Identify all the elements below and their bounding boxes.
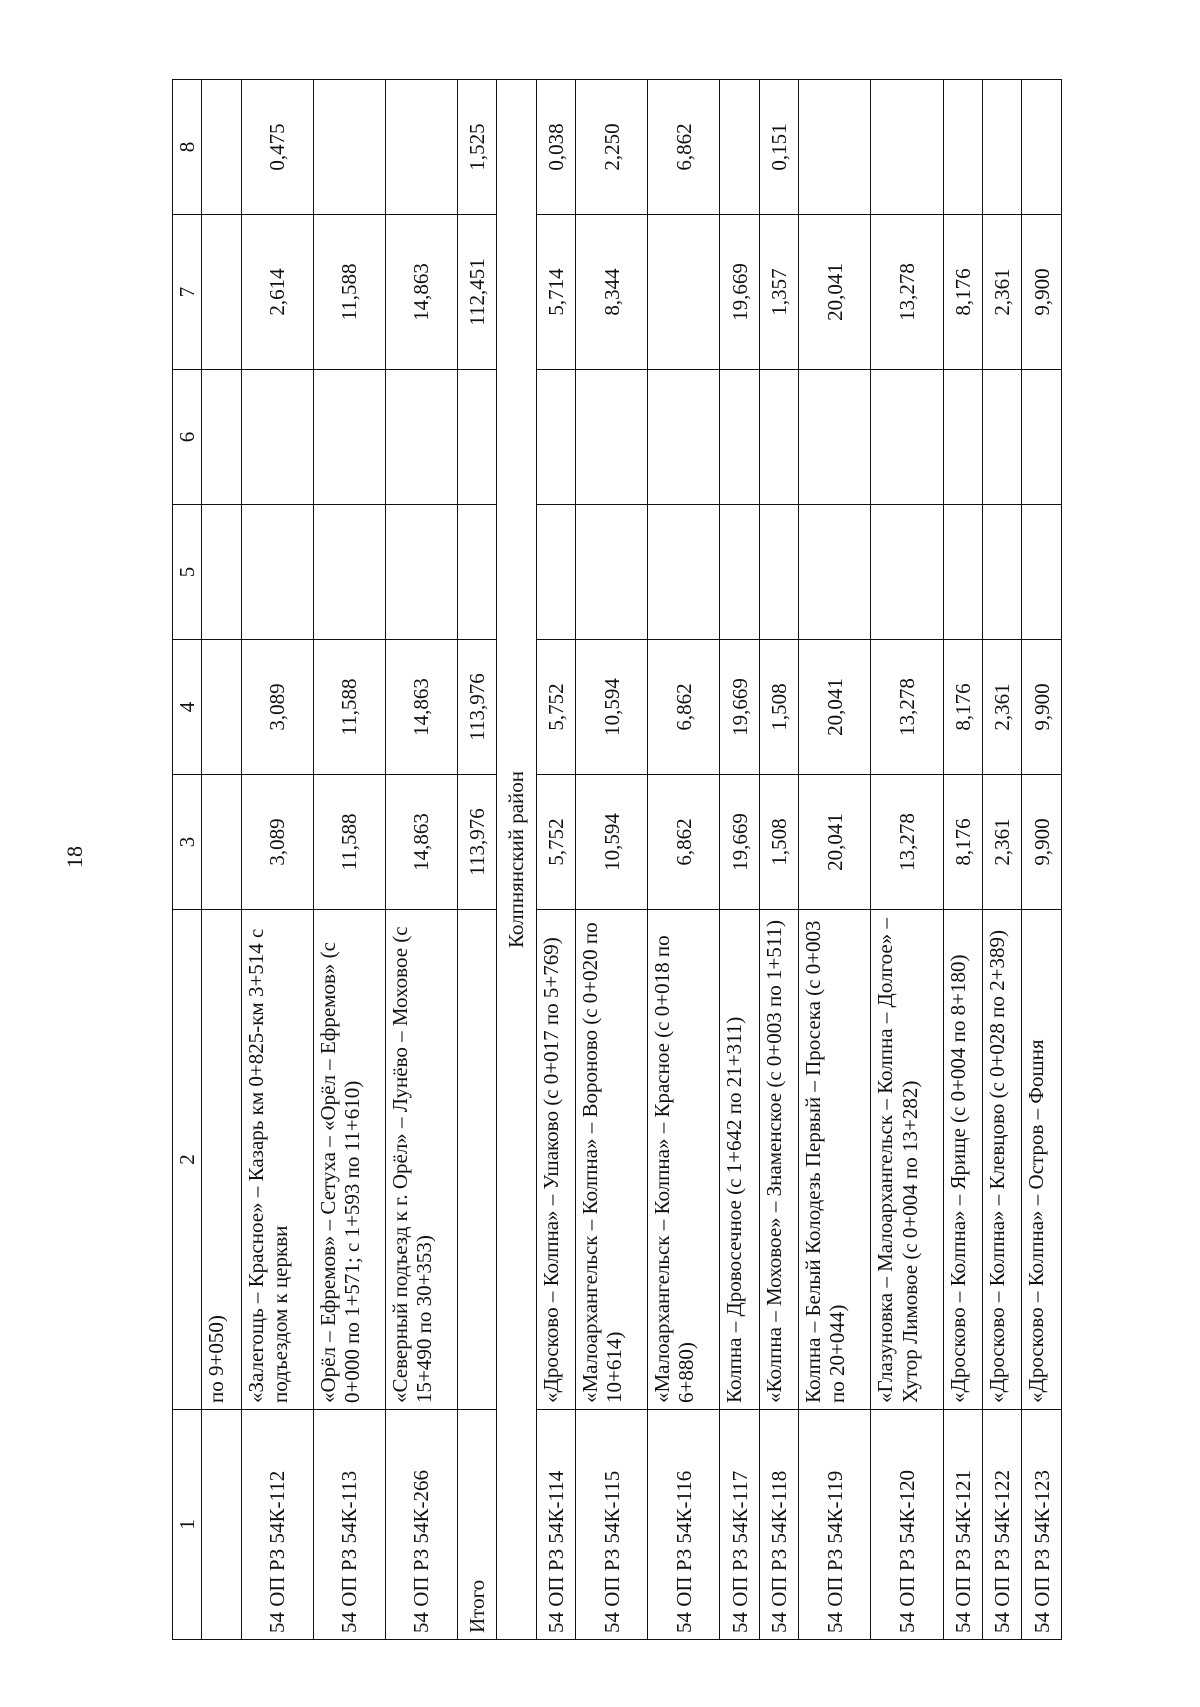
value-cell: 14,863 (385, 775, 457, 910)
value-cell (871, 370, 943, 505)
road-id-cell: 54 ОП РЗ 54К-119 (799, 1410, 871, 1640)
value-cell (202, 505, 241, 640)
value-cell (385, 370, 457, 505)
value-cell (648, 370, 720, 505)
road-name-cell: Колпна – Белый Колодезь Первый – Просека (с 0+003 по 20+044) (799, 910, 871, 1410)
value-cell (943, 80, 982, 215)
road-name-cell: «Залегощь – Красное» – Казарь км 0+825-км 3+514 с подъездом к церкви (241, 910, 313, 1410)
value-cell (759, 505, 798, 640)
header-cell: 8 (173, 80, 202, 215)
value-cell (202, 775, 241, 910)
road-id-cell: 54 ОП РЗ 54К-117 (720, 1410, 759, 1640)
roads-table (172, 79, 1062, 1640)
table-row (759, 80, 798, 1640)
table-row (871, 80, 943, 1640)
value-cell: 13,278 (871, 775, 943, 910)
value-cell: 19,669 (720, 215, 759, 370)
road-name-cell: «Орёл – Ефремов» – Сетуха – «Орёл – Ефремов» (с 0+000 по 1+571; с 1+593 по 11+610) (313, 910, 385, 1410)
road-name-cell: «Глазуновка – Малоархангельск – Колпна – Долгое» – Хутор Лимовое (с 0+004 по 13+282) (871, 910, 943, 1410)
value-cell (799, 505, 871, 640)
value-cell (313, 80, 385, 215)
road-name-cell: «Дросково – Колпна» – Клевцово (с 0+028 по 2+389) (982, 910, 1021, 1410)
value-cell: 14,863 (385, 215, 457, 370)
header-row (173, 80, 202, 1640)
table-row (576, 80, 648, 1640)
value-cell (799, 80, 871, 215)
value-cell: 5,752 (536, 775, 575, 910)
table-row (241, 80, 313, 1640)
road-name-cell: «Малоархангельск – Колпна» – Вороново (с 0+020 по 10+614) (576, 910, 648, 1410)
value-cell: 3,089 (241, 640, 313, 775)
value-cell: 5,752 (536, 640, 575, 775)
value-cell: 5,714 (536, 215, 575, 370)
value-cell (720, 505, 759, 640)
header-cell: 1 (173, 1410, 202, 1640)
road-name-cell (457, 910, 496, 1410)
value-cell: 3,089 (241, 775, 313, 910)
value-cell (202, 370, 241, 505)
table-row (982, 80, 1021, 1640)
table-row (385, 80, 457, 1640)
table-row (1022, 80, 1062, 1640)
value-cell: 20,041 (799, 215, 871, 370)
value-cell: 2,361 (982, 640, 1021, 775)
value-cell: 113,976 (457, 640, 496, 775)
value-cell (313, 505, 385, 640)
header-cell: 7 (173, 215, 202, 370)
table-row (720, 80, 759, 1640)
value-cell (202, 640, 241, 775)
value-cell: 10,594 (576, 775, 648, 910)
value-cell: 13,278 (871, 215, 943, 370)
value-cell: 11,588 (313, 775, 385, 910)
road-name-cell: «Дросково – Колпна» – Остров – Фошня (1022, 910, 1062, 1410)
value-cell: 11,588 (313, 640, 385, 775)
road-id-cell (202, 1410, 241, 1640)
value-cell: 112,451 (457, 215, 496, 370)
road-id-cell: 54 ОП РЗ 54К-122 (982, 1410, 1021, 1640)
value-cell: 19,669 (720, 775, 759, 910)
value-cell: 2,361 (982, 775, 1021, 910)
value-cell: 6,862 (648, 775, 720, 910)
value-cell: 11,588 (313, 215, 385, 370)
value-cell (943, 370, 982, 505)
road-id-cell: 54 ОП РЗ 54К-116 (648, 1410, 720, 1640)
value-cell: 1,508 (759, 775, 798, 910)
value-cell: 13,278 (871, 640, 943, 775)
road-id-cell: 54 ОП РЗ 54К-112 (241, 1410, 313, 1640)
road-id-cell: 54 ОП РЗ 54К-120 (871, 1410, 943, 1640)
district-row (497, 80, 536, 1640)
district-label: Колпнянский район (497, 80, 536, 1640)
header-cell: 6 (173, 370, 202, 505)
value-cell: 8,176 (943, 640, 982, 775)
table-row (799, 80, 871, 1640)
road-id-cell: 54 ОП РЗ 54К-121 (943, 1410, 982, 1640)
value-cell (871, 80, 943, 215)
table-row (648, 80, 720, 1640)
value-cell (576, 505, 648, 640)
value-cell: 2,361 (982, 215, 1021, 370)
road-id-cell: Итого (457, 1410, 496, 1640)
value-cell (982, 80, 1021, 215)
value-cell: 2,250 (576, 80, 648, 215)
value-cell: 6,862 (648, 640, 720, 775)
table-row (943, 80, 982, 1640)
value-cell (202, 80, 241, 215)
value-cell (720, 370, 759, 505)
road-name-cell: Колпна – Дровосечное (с 1+642 по 21+311) (720, 910, 759, 1410)
value-cell (385, 80, 457, 215)
value-cell: 8,176 (943, 215, 982, 370)
value-cell: 9,900 (1022, 215, 1062, 370)
road-id-cell: 54 ОП РЗ 54К-118 (759, 1410, 798, 1640)
road-id-cell: 54 ОП РЗ 54К-115 (576, 1410, 648, 1640)
value-cell: 113,976 (457, 775, 496, 910)
value-cell (759, 370, 798, 505)
value-cell (1022, 80, 1062, 215)
value-cell: 0,475 (241, 80, 313, 215)
value-cell: 1,357 (759, 215, 798, 370)
value-cell: 1,508 (759, 640, 798, 775)
value-cell: 20,041 (799, 775, 871, 910)
value-cell: 8,344 (576, 215, 648, 370)
road-name-cell: «Северный подъезд к г. Орёл» – Лунёво – Моховое (с 15+490 по 30+353) (385, 910, 457, 1410)
value-cell (943, 505, 982, 640)
header-cell: 4 (173, 640, 202, 775)
value-cell (536, 505, 575, 640)
road-name-cell: «Дросково – Колпна» – Ушаково (с 0+017 по 5+769) (536, 910, 575, 1410)
value-cell (241, 370, 313, 505)
road-name-cell: «Малоархангельск – Колпна» – Красное (с 0+018 по 6+880) (648, 910, 720, 1410)
road-id-cell: 54 ОП РЗ 54К-113 (313, 1410, 385, 1640)
value-cell (1022, 505, 1062, 640)
value-cell: 2,614 (241, 215, 313, 370)
value-cell: 8,176 (943, 775, 982, 910)
value-cell (313, 370, 385, 505)
value-cell (648, 215, 720, 370)
value-cell: 1,525 (457, 80, 496, 215)
value-cell (982, 370, 1021, 505)
value-cell (202, 215, 241, 370)
table-row (536, 80, 575, 1640)
value-cell: 20,041 (799, 640, 871, 775)
value-cell (982, 505, 1021, 640)
value-cell: 10,594 (576, 640, 648, 775)
value-cell (457, 370, 496, 505)
header-cell: 2 (173, 910, 202, 1410)
value-cell: 0,151 (759, 80, 798, 215)
value-cell (799, 370, 871, 505)
value-cell: 0,038 (536, 80, 575, 215)
table-row (202, 80, 241, 1640)
value-cell (385, 505, 457, 640)
value-cell (871, 505, 943, 640)
value-cell: 6,862 (648, 80, 720, 215)
table-row (457, 80, 496, 1640)
value-cell: 19,669 (720, 640, 759, 775)
value-cell (1022, 370, 1062, 505)
value-cell (241, 505, 313, 640)
road-name-cell: «Колпна – Моховое» – Знаменское (с 0+003 по 1+511) (759, 910, 798, 1410)
value-cell: 9,900 (1022, 640, 1062, 775)
value-cell (720, 80, 759, 215)
table-row (313, 80, 385, 1640)
value-cell (457, 505, 496, 640)
header-cell: 5 (173, 505, 202, 640)
value-cell (576, 370, 648, 505)
road-id-cell: 54 ОП РЗ 54К-114 (536, 1410, 575, 1640)
page-number: 18 (62, 846, 87, 868)
value-cell (536, 370, 575, 505)
road-name-cell: по 9+050) (202, 910, 241, 1410)
header-cell: 3 (173, 775, 202, 910)
table-body (202, 80, 1062, 1640)
value-cell: 14,863 (385, 640, 457, 775)
road-id-cell: 54 ОП РЗ 54К-266 (385, 1410, 457, 1640)
value-cell (648, 505, 720, 640)
road-id-cell: 54 ОП РЗ 54К-123 (1022, 1410, 1062, 1640)
road-name-cell: «Дросково – Колпна» – Ярище (с 0+004 по 8+180) (943, 910, 982, 1410)
rotated-table-container (172, 80, 1062, 1640)
value-cell: 9,900 (1022, 775, 1062, 910)
